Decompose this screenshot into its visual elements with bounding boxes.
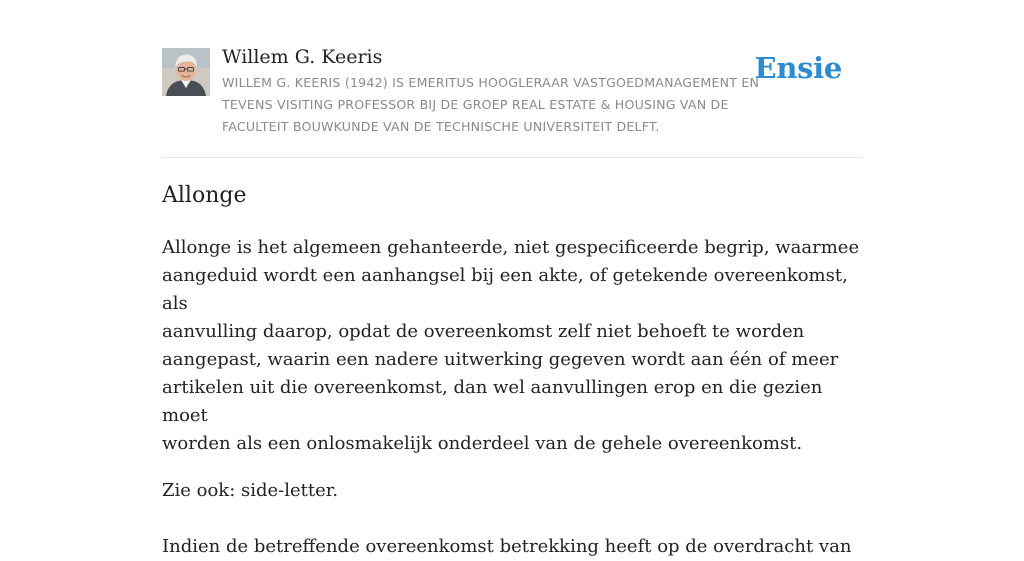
author-name[interactable]: Willem G. Keeris [222, 46, 383, 68]
article-paragraph: Allonge is het algemeen gehanteerde, niet gespecificeerde begrip, waarmee aangeduid wordt een aanhangsel bij een akte, of getekende overeenkomst, als aanvulling daarop, opdat de overeenkomst zelf niet behoeft te worden aangepast, waarin een nadere uitwerking gegeven wordt aan één of meer artikelen uit die overeenkomst, dan wel aanvullingen erop en die gezien moet worden als een onlosmakelijk onderdeel van de gehele overeenkomst. [162, 237, 860, 454]
article-see-also: Zie ook: side-letter. [162, 480, 339, 501]
ensie-logo[interactable]: Ensie [754, 51, 842, 85]
article-title: Allonge [162, 183, 247, 208]
article-paragraph: Indien de betreffende overeenkomst betrekking heeft op de overdracht van [162, 536, 852, 557]
author-avatar[interactable] [162, 48, 210, 96]
author-header [162, 45, 862, 158]
article-body [162, 178, 862, 561]
author-bio: WILLEM G. KEERIS (1942) IS EMERITUS HOOGLERAAR VASTGOEDMANAGEMENT EN TEVENS VISITING PROFESSOR BIJ DE GROEP REAL ESTATE & HOUSING VAN DE FACULTEIT BOUWKUNDE VAN DE TECHNISCHE UNIVERSITEIT DELFT. [222, 75, 760, 134]
person-portrait-icon [162, 48, 210, 96]
